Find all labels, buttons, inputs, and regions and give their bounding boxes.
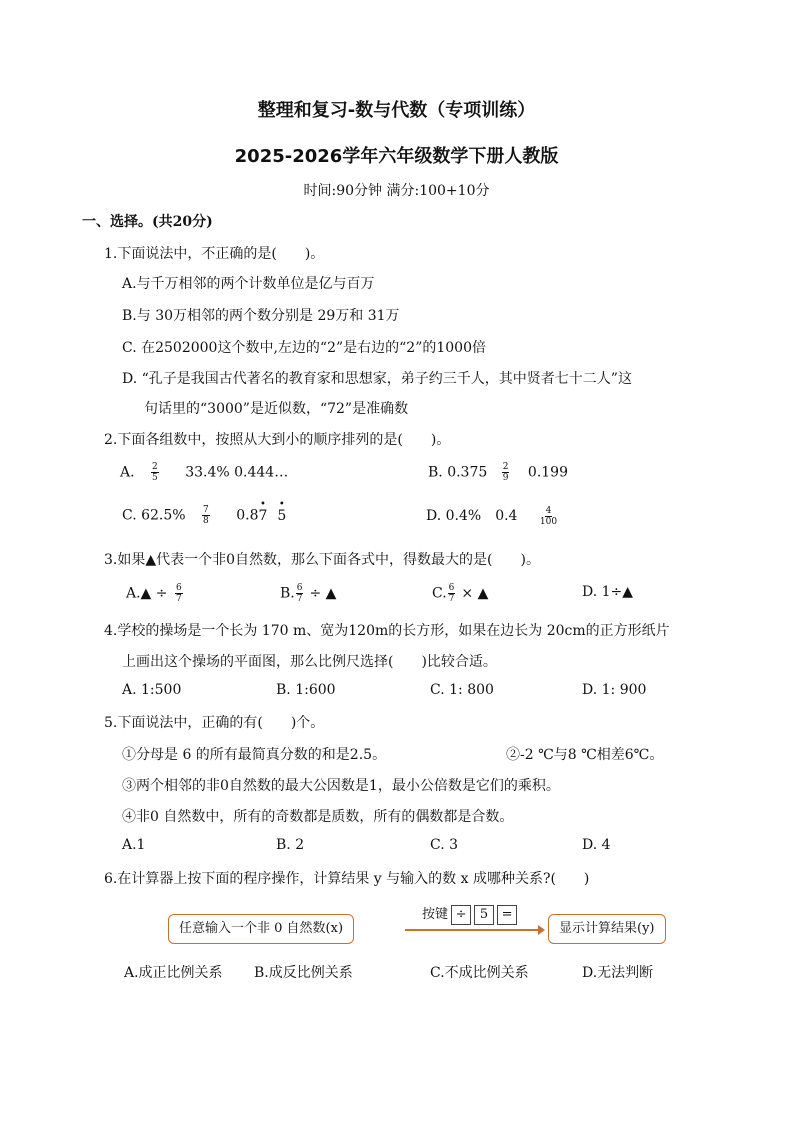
- q3-b-rest: ÷ ▲: [309, 585, 337, 602]
- q2-b-rest: 0.199: [527, 464, 569, 481]
- flow-arrow: [405, 929, 543, 931]
- q1-option-a: A.与千万相邻的两个计数单位是亿与百万: [122, 276, 375, 292]
- q3-option-c: [432, 583, 488, 604]
- q3-a-fraction: [175, 583, 183, 604]
- q1-option-d-line1: D. “孔子是我国古代著名的教育家和思想家，弟子约三千人，其中贤者七十二人”这: [122, 371, 632, 387]
- q5-option-d: D. 4: [582, 837, 611, 853]
- q1-option-d-line2: 句话里的“3000”是近似数，“72”是准确数: [144, 401, 409, 417]
- section-heading: 一、选择。(共20分): [82, 214, 213, 230]
- q2-b-fraction: [502, 462, 510, 483]
- q6-option-c: C.不成比例关系: [430, 965, 529, 981]
- flow-key-label: 按键: [422, 907, 449, 922]
- q2-option-b: [428, 462, 568, 483]
- q6-option-a: A.成正比例关系: [124, 965, 223, 981]
- q2-c-frac-den: 8: [203, 516, 209, 526]
- five-key-icon: 5: [474, 905, 494, 925]
- q2-c-label: C. 62.5%: [122, 507, 186, 524]
- q2-a-rest: 33.4% 0.444…: [185, 464, 289, 481]
- q2-option-d: [426, 505, 560, 527]
- q2-c-repeat-digit-1: • 7: [259, 508, 268, 524]
- q3-c-fraction: [448, 583, 456, 604]
- q3-a-frac-num: 6: [175, 583, 182, 593]
- q1-stem: 1.下面说法中，不正确的是( )。: [104, 246, 325, 262]
- q3-b-frac-num: 6: [296, 583, 303, 593]
- q2-a-fraction: [151, 462, 159, 483]
- q2-a-frac-num: 2: [152, 462, 158, 472]
- q4-stem-line2: 上画出这个操场的平面图，那么比例尺选择( )比较合适。: [122, 654, 497, 670]
- title-line-1: 整理和复习-数与代数（专项训练）: [257, 100, 536, 121]
- q3-stem: 3.如果▲代表一个非0自然数，那么下面各式中，得数最大的是( )。: [104, 552, 540, 568]
- q3-a-label: A.▲ ÷: [126, 585, 168, 602]
- q6-option-d: D.无法判断: [582, 965, 654, 981]
- q5-stem: 5.下面说法中，正确的有( )个。: [104, 715, 325, 731]
- q5-statement-1: ①分母是 6 的所有最简真分数的和是2.5。: [122, 747, 387, 763]
- q1-option-c: C. 在2502000这个数中,左边的“2”是右边的“2”的1000倍: [122, 340, 486, 356]
- q4-option-a: A. 1:500: [122, 682, 182, 698]
- q3-a-frac-den: 7: [175, 594, 182, 604]
- q3-option-b: [280, 583, 336, 604]
- exam-meta: 时间:90分钟 满分:100+10分: [303, 183, 490, 199]
- flow-input-box: 任意输入一个非 0 自然数(x): [168, 914, 354, 944]
- q2-a-label: A.: [120, 464, 135, 481]
- q2-b-label: B. 0.375: [428, 464, 488, 481]
- q2-d-frac-num: 4: [545, 505, 552, 516]
- divide-key-icon: ÷: [451, 905, 471, 925]
- q5-option-c: C. 3: [430, 837, 459, 853]
- q6-stem: 6.在计算器上按下面的程序操作，计算结果 y 与输入的数 x 成哪种关系?( ): [104, 871, 590, 887]
- q2-b-frac-num: 2: [502, 462, 509, 472]
- q3-c-rest: × ▲: [461, 585, 489, 602]
- q4-option-b: B. 1:600: [276, 682, 336, 698]
- q6-option-b: B.成反比例关系: [254, 965, 353, 981]
- q4-option-d: D. 1: 900: [582, 682, 647, 698]
- q2-c-frac-num: 7: [203, 505, 209, 515]
- q3-b-frac-den: 7: [296, 594, 303, 604]
- equals-key-icon: =: [497, 905, 517, 925]
- q2-option-c: [122, 505, 286, 526]
- q3-c-frac-den: 7: [448, 594, 455, 604]
- q4-stem-line1: 4.学校的操场是一个长为 170 m、宽为120m的长方形，如果在边长为 20cm的正方形纸片: [104, 623, 670, 639]
- q2-c-decimal-int: 0.8: [236, 507, 259, 524]
- q3-b-label: B.: [280, 585, 295, 602]
- q5-statement-3: ③两个相邻的非0自然数的最大公因数是1，最小公倍数是它们的乘积。: [122, 778, 560, 794]
- q5-option-b: B. 2: [276, 837, 305, 853]
- q5-option-a: A.1: [122, 837, 146, 853]
- flow-output-box: 显示计算结果(y): [548, 914, 666, 944]
- title-line-2: 2025-2026学年六年级数学下册人教版: [234, 146, 559, 167]
- q2-c-repeat-digit-2: • 5: [277, 508, 286, 524]
- q2-option-a: [120, 462, 288, 483]
- q2-stem: 2.下面各组数中，按照从大到小的顺序排列的是( )。: [104, 432, 451, 448]
- q2-b-frac-den: 9: [502, 473, 509, 483]
- q1-option-b: B.与 30万相邻的两个数分别是 29万和 31万: [122, 308, 400, 324]
- flow-key-group: [422, 903, 517, 925]
- q3-b-fraction: [296, 583, 304, 604]
- q2-c-fraction: [202, 505, 210, 526]
- q2-d-label: D. 0.4% 0.4: [426, 508, 518, 524]
- q2-d-fraction: [540, 506, 557, 527]
- q2-a-frac-den: 5: [152, 473, 158, 483]
- q3-c-frac-num: 6: [448, 583, 455, 593]
- q3-option-a: [126, 583, 186, 604]
- q5-statement-4: ④非0 自然数中，所有的奇数都是质数，所有的偶数都是合数。: [122, 809, 514, 825]
- q3-option-d: D. 1÷▲: [582, 584, 634, 600]
- q3-c-label: C.: [432, 585, 447, 602]
- q4-option-c: C. 1: 800: [430, 682, 494, 698]
- q5-statement-2: ②-2 ℃与8 ℃相差6℃。: [506, 747, 664, 763]
- q2-d-frac-den: 100: [539, 516, 558, 527]
